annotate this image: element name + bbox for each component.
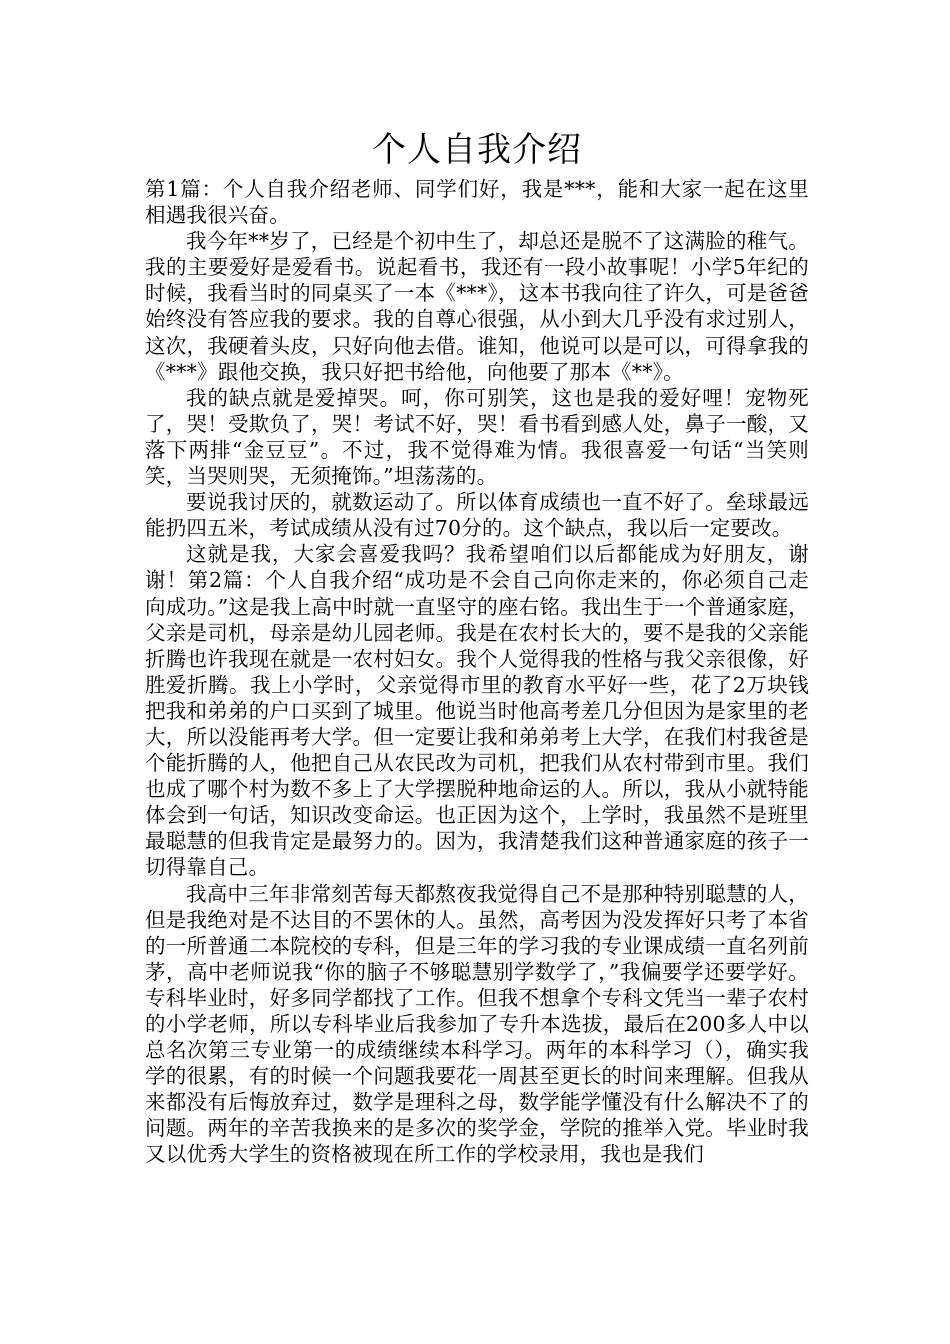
paragraph-high-school: 我高中三年非常刻苦每天都熬夜我觉得自己不是那种特别聪慧的人，但是我绝对是不达目的不罢休的人。虽然，高考因为没发挥好只考了本省的一所普通二本院校的专科，但是三年的学习我的专业课成绩一直名列前茅，高中老师说我“你的脑子不够聪慧别学数学了，”我偏要学还要学好。专科毕业时，好多同学都找了工作。但我不想拿个专科文凭当一辈子农村的小学老师，所以专科毕业后我参加了专升本选拔，最后在200多人中以总名次第三专业第一的成绩继续本科学习。两年的本科学习（），确实我学的很累，有的时候一个问题我要花一周甚至更长的时间来理解。但我从来都没有后悔放弃过，数学是理科之母，数学能学懂没有什么解决不了的问题。两年的辛苦我换来的是多次的奖学金，学院的推举入党。毕业时我又以优秀大学生的资格被现在所工作的学校录用，我也是我们 [145, 881, 809, 1167]
paragraph-intro: 第1篇：个人自我介绍老师、同学们好，我是***，能和大家一起在这里相遇我很兴奋。 [145, 177, 809, 228]
document-title: 个人自我介绍 [372, 130, 582, 170]
document-page [145, 128, 809, 1168]
paragraph-second-article: 这就是我，大家会喜爱我吗？我希望咱们以后都能成为好朋友，谢谢！第2篇：个人自我介绍“成功是不会自己向你走来的，你必须自己走向成功。”这是我上高中时就一直坚守的座右铭。我出生于一个普通家庭，父亲是司机，母亲是幼儿园老师。我是在农村长大的，要不是我的父亲能折腾也许我现在就是一农村妇女。我个人觉得我的性格与我父亲很像，好胜爱折腾。我上小学时，父亲觉得市里的教育水平好一些，花了2万块钱把我和弟弟的户口买到了城里。他说当时他高考差几分但因为是家里的老大，所以没能再考大学。但一定要让我和弟弟考上大学，在我们村我爸是个能折腾的人，他把自己从农民改为司机，把我们从农村带到市里。我们也成了哪个村为数不多上了大学摆脱种地命运的人。所以，我从小就特能体会到一句话，知识改变命运。也正因为这个，上学时，我虽然不是班里最聪慧的但我肯定是最努力的。因为，我清楚我们这种普通家庭的孩子一切得靠自己。 [145, 542, 809, 880]
paragraph-sports: 要说我讨厌的，就数运动了。所以体育成绩也一直不好了。垒球最远能扔四五米，考试成绩从没有过70分的。这个缺点，我以后一定要改。 [145, 490, 809, 541]
paragraph-weakness: 我的缺点就是爱掉哭。呵，你可别笑，这也是我的爱好哩！宠物死了，哭！受欺负了，哭！考试不好，哭！看书看到感人处，鼻子一酸，又落下两排“金豆豆”。不过，我不觉得难为情。我很喜爱一句话“当笑则笑，当哭则哭，无须掩饰。”坦荡荡的。 [145, 385, 809, 489]
paragraph-hobby: 我今年**岁了，已经是个初中生了，却总还是脱不了这满脸的稚气。我的主要爱好是爱看书。说起看书，我还有一段小故事呢！小学5年纪的时候，我看当时的同桌买了一本《***》，这本书我向往了许久，可是爸爸始终没有答应我的要求。我的自尊心很强，从小到大几乎没有求过别人，这次，我硬着头皮，只好向他去借。谁知，他说可以是可以，可得拿我的《***》跟他交换，我只好把书给他，向他要了那本《**》。 [145, 229, 809, 384]
